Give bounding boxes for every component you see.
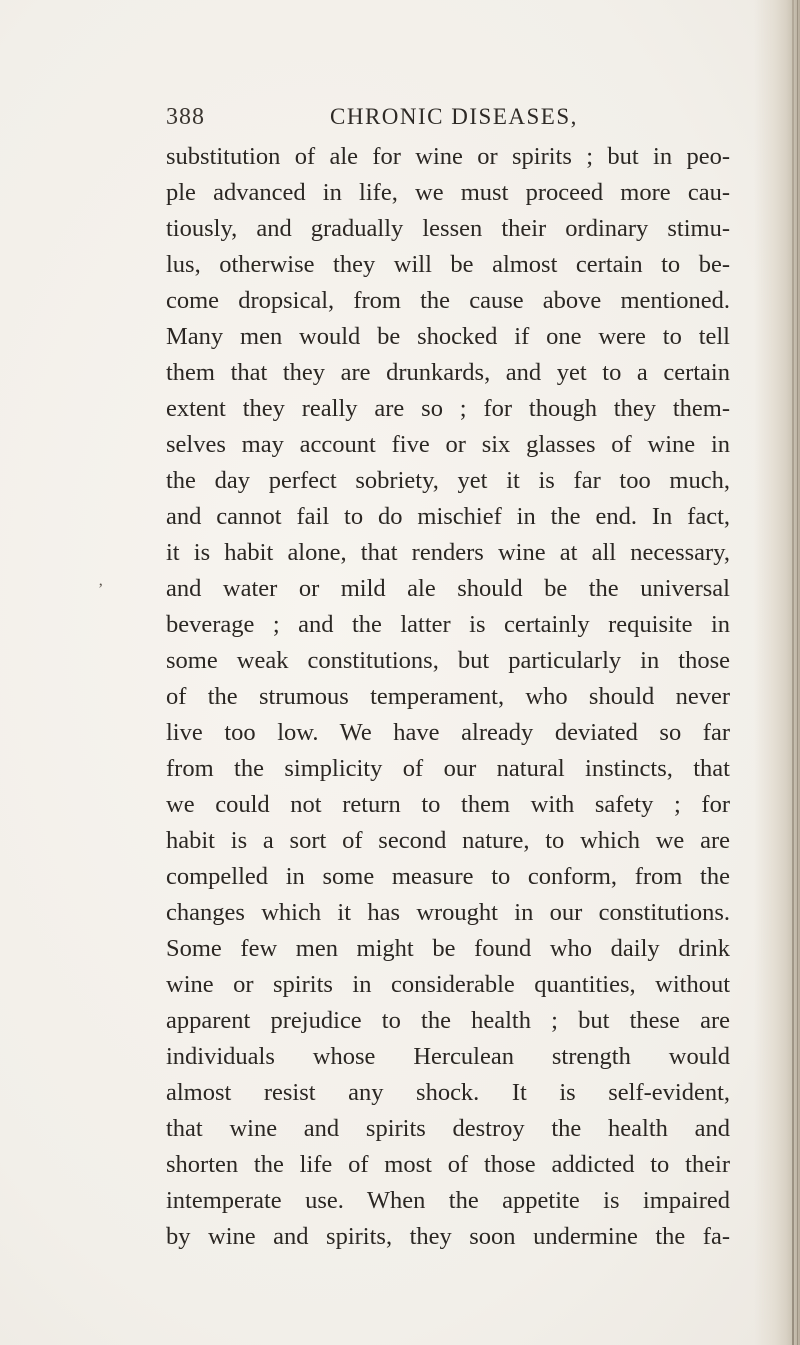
text-line: by wine and spirits, they soon undermine the fa-	[166, 1223, 730, 1250]
text-line: almost resist any shock. It is self-evident,	[166, 1079, 730, 1106]
page-edge-line-outer	[797, 0, 798, 1345]
text-line: the day perfect sobriety, yet it is far too much,	[166, 467, 730, 494]
text-line: wine or spirits in considerable quantities, without	[166, 971, 730, 998]
text-line: lus, otherwise they will be almost certain to be-	[166, 251, 730, 278]
margin-mark: ‚	[98, 572, 104, 589]
text-line: some weak constitutions, but particularly in those	[166, 647, 730, 674]
text-line: them that they are drunkards, and yet to a certain	[166, 359, 730, 386]
text-line: it is habit alone, that renders wine at all necessary,	[166, 539, 730, 566]
text-line: selves may account five or six glasses of wine in	[166, 431, 730, 458]
text-line: Some few men might be found who daily drink	[166, 935, 730, 962]
body-text	[166, 139, 730, 1255]
page-header	[166, 104, 726, 144]
text-line: extent they really are so ; for though they them-	[166, 395, 730, 422]
text-line: from the simplicity of our natural instincts, that	[166, 755, 730, 782]
text-line: apparent prejudice to the health ; but these are	[166, 1007, 730, 1034]
page-number: 388	[166, 104, 205, 130]
running-title: CHRONIC DISEASES,	[330, 104, 578, 129]
text-line: compelled in some measure to conform, from the	[166, 863, 730, 890]
text-line: ple advanced in life, we must proceed more cau-	[166, 179, 730, 206]
text-line: habit is a sort of second nature, to which we are	[166, 827, 730, 854]
text-line: tiously, and gradually lessen their ordinary stimu-	[166, 215, 730, 242]
text-line: that wine and spirits destroy the health and	[166, 1115, 730, 1142]
page-edge-line	[792, 0, 794, 1345]
text-line: substitution of ale for wine or spirits ; but in peo-	[166, 143, 730, 170]
text-line: and water or mild ale should be the universal	[166, 575, 730, 602]
text-line: intemperate use. When the appetite is impaired	[166, 1187, 730, 1214]
text-line: beverage ; and the latter is certainly requisite in	[166, 611, 730, 638]
text-line: live too low. We have already deviated so far	[166, 719, 730, 746]
text-line: and cannot fail to do mischief in the end. In fact,	[166, 503, 730, 530]
text-line: we could not return to them with safety ; for	[166, 791, 730, 818]
text-line: individuals whose Herculean strength would	[166, 1043, 730, 1070]
text-line: Many men would be shocked if one were to tell	[166, 323, 730, 350]
text-line: come dropsical, from the cause above mentioned.	[166, 287, 730, 314]
text-line: shorten the life of most of those addicted to their	[166, 1151, 730, 1178]
text-line: changes which it has wrought in our constitutions.	[166, 899, 730, 926]
text-line: of the strumous temperament, who should never	[166, 683, 730, 710]
